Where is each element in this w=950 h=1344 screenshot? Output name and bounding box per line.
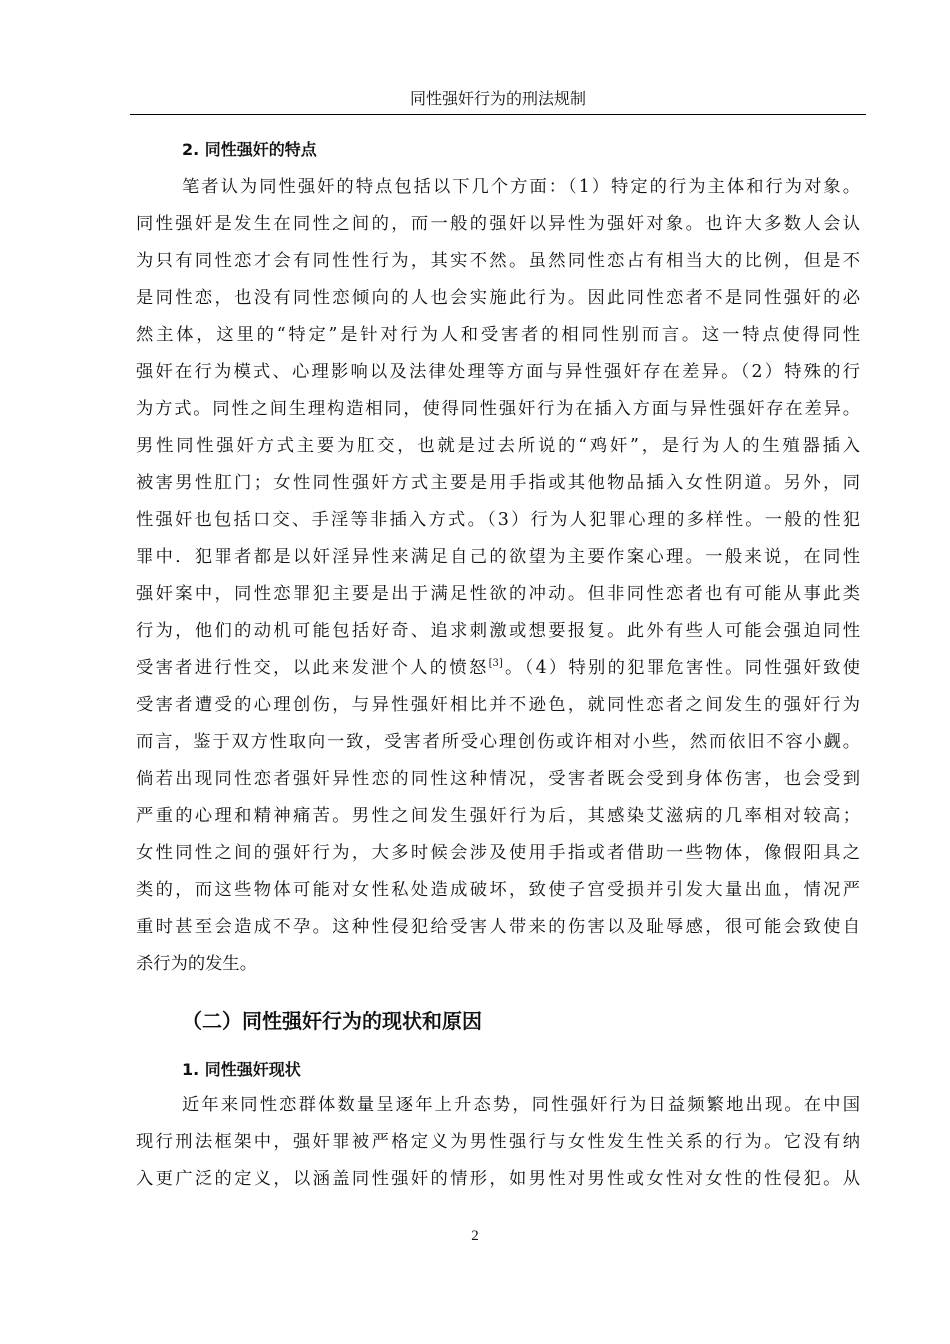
paragraph-line: 杀行为的发生。 xyxy=(136,954,257,974)
paragraph-line: 然主体，这里的“特定”是针对行为人和受害者的相同性别而言。这一特点使得同性 xyxy=(136,325,860,345)
paragraph-line: 为方式。同性之间生理构造相同，使得同性强奸行为在插入方面与异性强奸存在差异。 xyxy=(136,399,860,419)
paragraph-line: 倘若出现同性恋者强奸异性恋的同性这种情况，受害者既会受到身体伤害，也会受到 xyxy=(136,769,860,789)
section-heading-characteristics: 2. 同性强奸的特点 xyxy=(182,140,317,159)
paragraph-line: 重时甚至会造成不孕。这种性侵犯给受害人带来的伤害以及耻辱感，很可能会致使自 xyxy=(136,917,860,937)
running-header: 同性强奸行为的刑法规制 xyxy=(409,89,586,108)
paragraph-line-with-citation xyxy=(136,650,860,687)
paragraph-line: 强奸案中，同性恋罪犯主要是出于满足性欲的冲动。但非同性恋者也有可能从事此类 xyxy=(136,584,860,604)
page-number: 2 xyxy=(471,1228,479,1244)
line-text: 受害者进行性交，以此来发泄个人的愤怒 xyxy=(136,658,489,678)
paragraph-line: 是同性恋，也没有同性恋倾向的人也会实施此行为。因此同性恋者不是同性强奸的必 xyxy=(136,288,860,308)
paragraph-line: 类的，而这些物体可能对女性私处造成破坏，致使子宫受损并引发大量出血，情况严 xyxy=(136,880,860,900)
paragraph-line: 为只有同性恋才会有同性性行为，其实不然。虽然同性恋占有相当大的比例，但是不 xyxy=(136,251,860,271)
paragraph-line: 强奸在行为模式、心理影响以及法律处理等方面与异性强奸存在差异。（2）特殊的行 xyxy=(136,362,860,382)
paragraph-line: 入更广泛的定义，以涵盖同性强奸的情形，如男性对男性或女性对女性的性侵犯。从 xyxy=(136,1169,860,1189)
paragraph-line: 性强奸也包括口交、手淫等非插入方式。（3）行为人犯罪心理的多样性。一般的性犯 xyxy=(136,510,860,530)
citation-marker: [3] xyxy=(488,658,503,669)
paragraph-line: 被害男性肛门；女性同性强奸方式主要是用手指或其他物品插入女性阴道。另外，同 xyxy=(136,473,860,493)
paragraph-line: 行为，他们的动机可能包括好奇、追求刺激或想要报复。此外有些人可能会强迫同性 xyxy=(136,621,860,641)
paragraph-line: 严重的心理和精神痛苦。男性之间发生强奸行为后，其感染艾滋病的几率相对较高； xyxy=(136,806,860,826)
paragraph-line: 而言，鉴于双方性取向一致，受害者所受心理创伤或许相对小些，然而依旧不容小觑。 xyxy=(136,732,860,752)
header-rule xyxy=(130,114,866,115)
paragraph-line: 同性强奸是发生在同性之间的，而一般的强奸以异性为强奸对象。也许大多数人会认 xyxy=(136,214,860,234)
paragraph-line: 女性同性之间的强奸行为，大多时候会涉及使用手指或者借助一些物体，像假阳具之 xyxy=(136,843,860,863)
paragraph-line: 近年来同性恋群体数量呈逐年上升态势，同性强奸行为日益频繁地出现。在中国 xyxy=(182,1095,860,1115)
line-text: 。（4）特别的犯罪危害性。同性强奸致使 xyxy=(502,658,860,678)
paragraph-line: 男性同性强奸方式主要为肛交，也就是过去所说的“鸡奸”，是行为人的生殖器插入 xyxy=(136,436,860,456)
section-heading-status-causes: （二）同性强奸行为的现状和原因 xyxy=(182,1009,482,1033)
paragraph-line: 笔者认为同性强奸的特点包括以下几个方面：（1）特定的行为主体和行为对象。 xyxy=(182,177,860,197)
paragraph-line: 现行刑法框架中，强奸罪被严格定义为男性强行与女性发生性关系的行为。它没有纳 xyxy=(136,1132,860,1152)
paragraph-line: 罪中．犯罪者都是以奸淫异性来满足自己的欲望为主要作案心理。一般来说，在同性 xyxy=(136,547,860,567)
section-heading-status: 1. 同性强奸现状 xyxy=(182,1060,301,1079)
paragraph-line: 受害者遭受的心理创伤，与异性强奸相比并不逊色，就同性恋者之间发生的强奸行为 xyxy=(136,695,860,715)
